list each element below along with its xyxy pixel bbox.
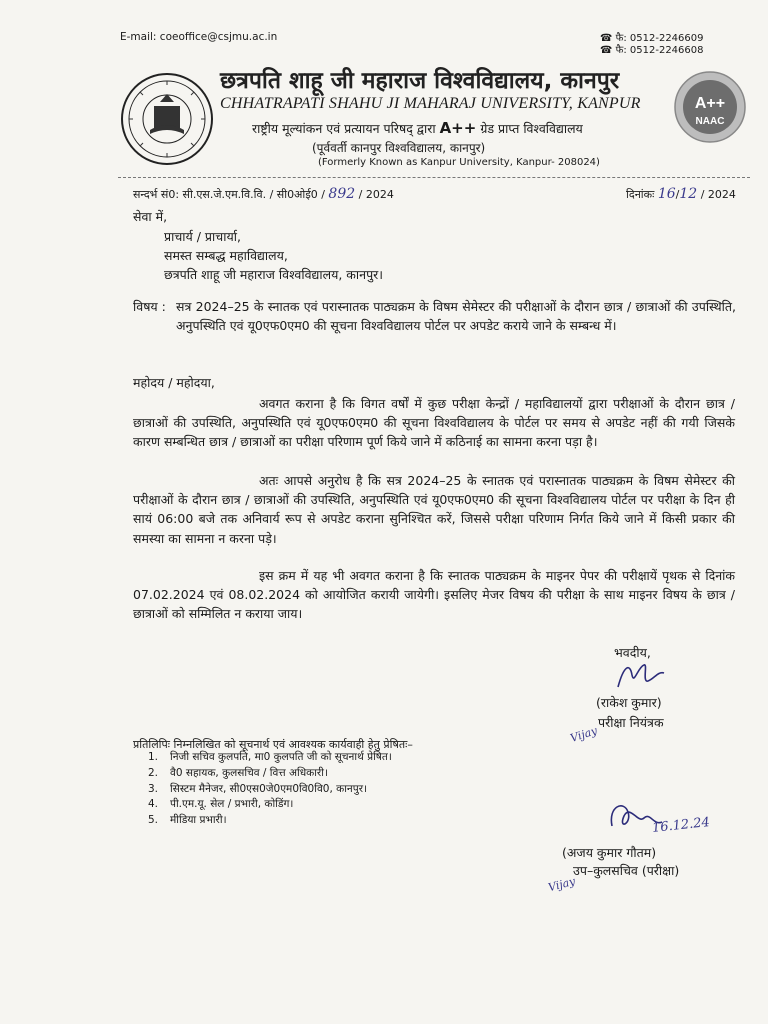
initials-note-1: Vijay [568, 724, 599, 745]
naac-label: NAAC [695, 116, 725, 127]
university-name-english: CHHATRAPATI SHAHU JI MAHARAJ UNIVERSITY, KANPUR [220, 95, 641, 112]
signatory2-designation: उप–कुलसचिव (परीक्षा) [573, 863, 680, 878]
copy-intro: प्रतिलिपिः निम्नलिखित को सूचनार्थ एवं आवश्यक कार्यवाही हेतु प्रेषितः– [133, 738, 413, 751]
letter-date [626, 186, 736, 202]
reference-handwritten-number: 892 [328, 186, 356, 202]
signatory2-name: (अजय कुमार गौतम) [562, 845, 657, 860]
header-divider [118, 177, 750, 178]
reference-year: / 2024 [358, 188, 394, 201]
date-month: 12 [679, 186, 698, 202]
former-name-hindi: (पूर्ववर्ती कानपुर विश्वविद्यालय, कानपुर) [312, 141, 486, 155]
signatory1-name: (राकेश कुमार) [596, 695, 662, 710]
signature-controller [614, 661, 666, 691]
reference-number [133, 186, 394, 202]
list-item: 4. पी.एम.यू. सेल / प्रभारी, कोडिंग। [148, 798, 294, 811]
subject-label: विषय : [133, 299, 166, 314]
list-item: 2. वै0 सहायक, कुलसचिव / वित्त अधिकारी। [148, 766, 328, 779]
recipient-salutation: सेवा में, [133, 209, 168, 224]
accreditation-text-pre: राष्ट्रीय मूल्यांकन एवं प्रत्यायन परिषद् द्वारा [252, 121, 436, 136]
copy-recipient-list [148, 750, 392, 829]
phone-fax-block [600, 33, 704, 57]
handwritten-date-note: 16.12.24 [651, 815, 711, 836]
accreditation-grade: A++ [439, 119, 477, 137]
greeting: महोदय / महोदया, [133, 375, 215, 390]
phone-number-2: ☎ फै: 0512-2246608 [600, 45, 704, 56]
accreditation-line [252, 119, 583, 137]
date-label: दिनांकः [626, 188, 655, 201]
former-name-english: (Formerly Known as Kanpur University, Kanpur- 208024) [318, 157, 600, 168]
list-item: 1. निजी सचिव कुलपति, मा0 कुलपति जी को सूचनार्थ प्रेषित। [148, 751, 392, 763]
phone-number-1: ☎ फै: 0512-2246609 [600, 33, 704, 44]
recipient-line-1: प्राचार्य / प्राचार्या, [164, 229, 241, 244]
recipient-line-2: समस्त सम्बद्ध महाविद्यालय, [164, 248, 288, 263]
recipient-line-3: छत्रपति शाहू जी महाराज विश्वविद्यालय, कानपुर। [164, 267, 384, 282]
date-year: / 2024 [700, 188, 736, 201]
naac-grade: A++ [694, 95, 726, 112]
university-seal-logo [120, 72, 214, 166]
list-item: 5. मीडिया प्रभारी। [148, 814, 227, 827]
reference-prefix: सन्दर्भ सं0: सी.एस.जे.एम.वि.वि. / सी0ओई0 / [133, 188, 325, 201]
signatory1-designation: परीक्षा नियंत्रक [598, 715, 664, 730]
closing-text: भवदीय, [614, 645, 651, 660]
date-day: 16 [657, 186, 676, 202]
subject-text: सत्र 2024–25 के स्नातक एवं परास्नातक पाठ्यक्रम के विषम सेमेस्टर की परीक्षाओं के दौरान छात्र / छात्राओं की उपस्थिति, अनुपस्थिति एवं यू0एफ0एम0 की सूचना विश्वविद्यालय पोर्टल पर अपडेट कराये जाने के सम्बन्ध में। [176, 299, 736, 334]
list-item: 3. सिस्टम मैनेजर, सी0एस0जे0एम0वि0वि0, कानपुर। [148, 782, 367, 795]
university-name-hindi: छत्रपति शाहू जी महाराज विश्वविद्यालय, कानपुर [220, 68, 620, 94]
naac-badge-logo [673, 70, 747, 144]
date-separator: / [675, 188, 680, 201]
body-paragraph-3: इस क्रम में यह भी अवगत कराना है कि स्नातक पाठ्यक्रम के माइनर पेपर की परीक्षायें पृथक से दिनांक 07.02.2024 एवं 08.02.2024 को आयोजित करायी जायेगी। इसलिए मेजर विषय की परीक्षा के साथ माइनर विषय के छात्र / छात्राओं को सम्मिलित न कराया जाय। [133, 568, 735, 622]
email-address: E-mail: coeoffice@csjmu.ac.in [120, 31, 278, 43]
body-paragraph-2: अतः आपसे अनुरोध है कि सत्र 2024–25 के स्नातक एवं परास्नातक पाठ्यक्रम के विषम सेमेस्टर की परीक्षाओं के दौरान छात्र / छात्राओं की उपस्थिति, अनुपस्थिति एवं यू0एफ0एम0 की सूचना विश्वविद्यालय पोर्टल पर परीक्षा के दिन ही सायं 06:00 बजे तक अनिवार्य रूप से अपडेट कराना सुनिश्चित करें, जिससे परीक्षा परिणाम निर्गत किये जाने में किसी प्रकार की समस्या का सामना न करना पड़े। [133, 473, 735, 546]
initials-note-2: Vijay [546, 874, 577, 895]
accreditation-text-post: ग्रेड प्राप्त विश्वविद्यालय [480, 121, 583, 136]
body-paragraph-1: अवगत कराना है कि विगत वर्षों में कुछ परीक्षा केन्द्रों / महाविद्यालयों द्वारा परीक्षाओं के दौरान छात्र / छात्राओं की उपस्थिति, अनुपस्थिति एवं यू0एफ0एम0 की सूचना विश्वविद्यालय के पोर्टल पर समय से अपडेट नहीं की गयी जिसके कारण सम्बन्धित छात्र / छात्राओं का परीक्षा परिणाम पूर्ण किये जाने में कठिनाई का सामना करना पड़ा है। [133, 396, 735, 450]
